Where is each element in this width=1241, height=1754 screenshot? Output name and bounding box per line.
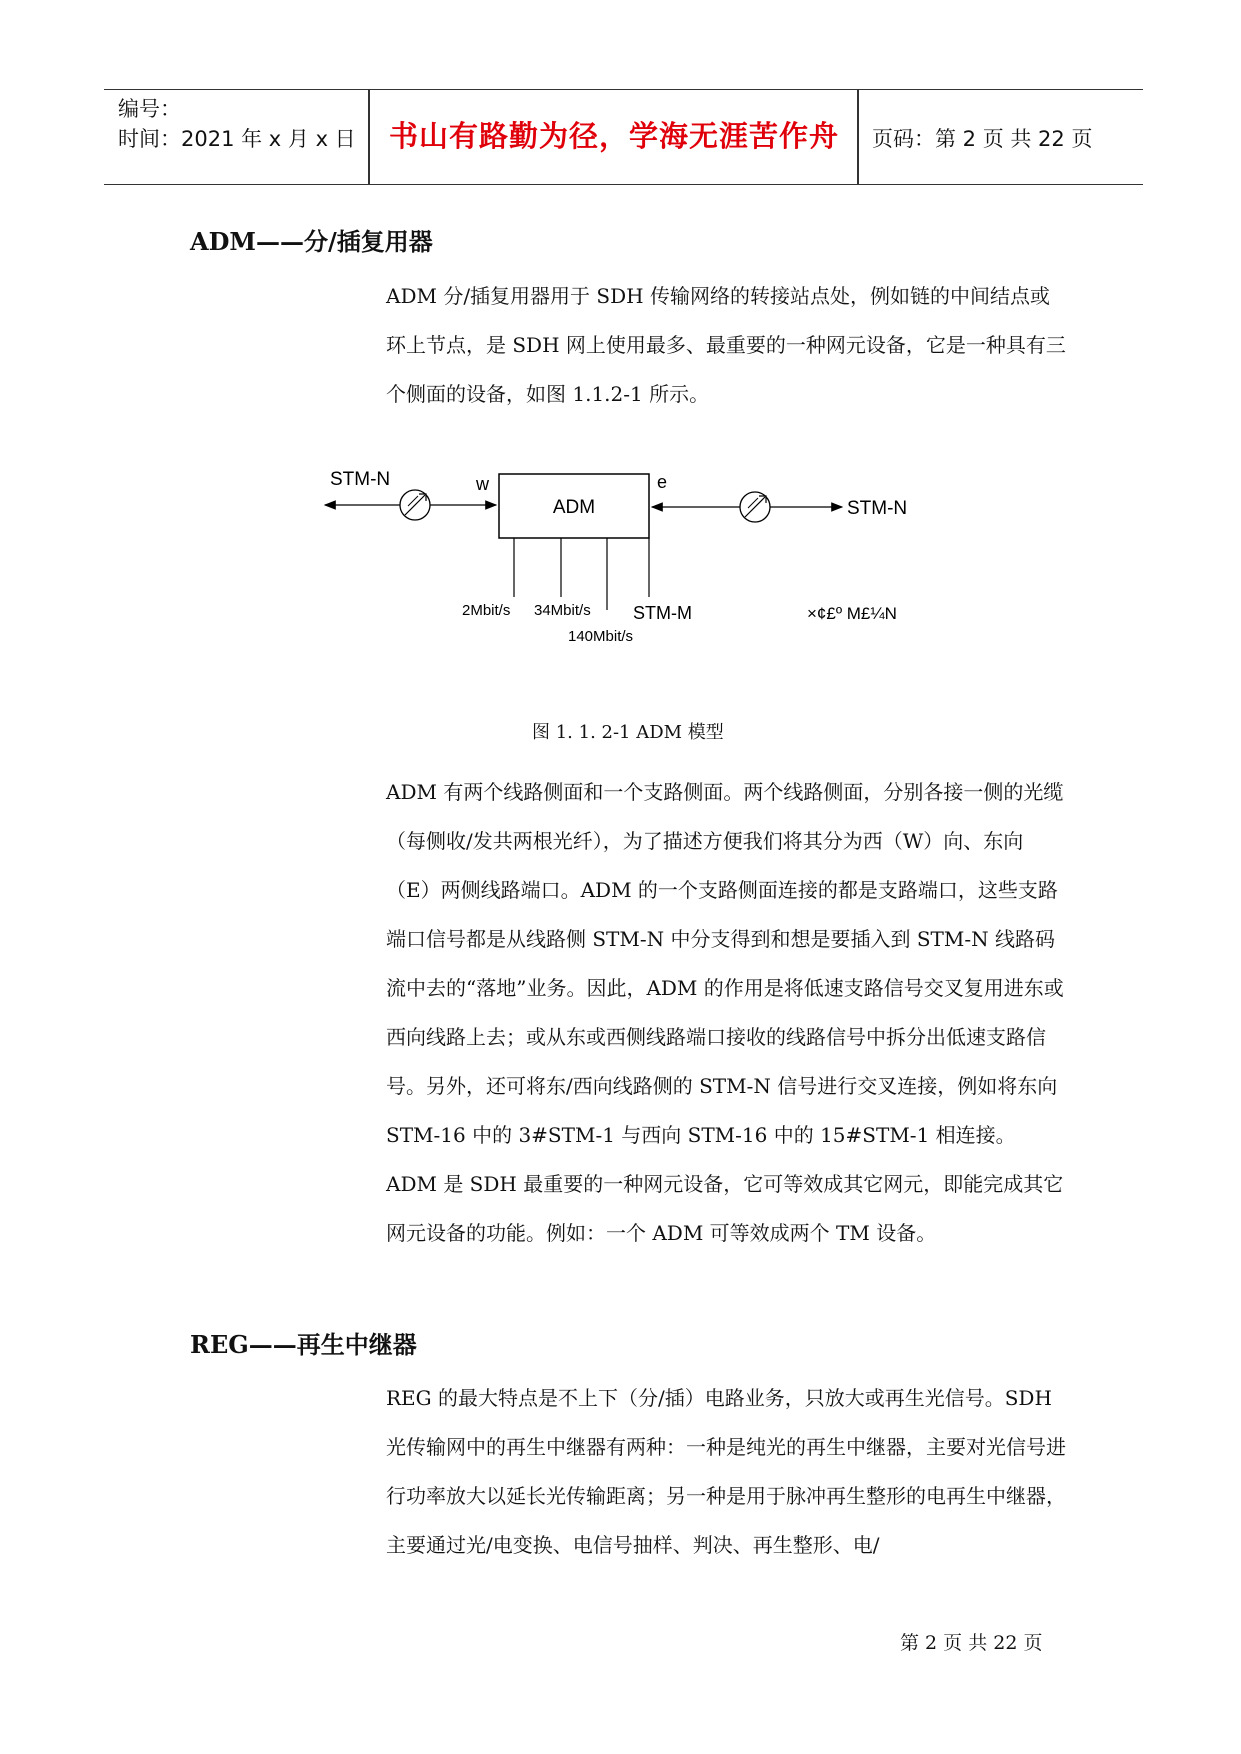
optical-fiber-icon (740, 492, 770, 522)
section-reg-body (386, 1374, 1066, 1570)
header-motto: 书山有路勤为径，学海无涯苦作舟 (388, 119, 839, 153)
figure-caption: 图 1. 1. 2-1 ADM 模型 (532, 722, 724, 743)
section-title-adm: ADM——分/插复用器 (190, 227, 433, 256)
adm-diagram (320, 462, 940, 662)
header-meta (118, 94, 366, 154)
adm-box-label: ADM (552, 497, 596, 518)
paragraph: ADM 分/插复用器用于 SDH 传输网络的转接站点处，例如链的中间结点或环上节点，是 SDH 网上使用最多、最重要的一种网元设备，它是一种具有三个侧面的设备，如图 1.1.2-1 所示。 (386, 284, 1066, 406)
west-label: w (476, 474, 489, 494)
paragraph: ADM 有两个线路侧面和一个支路侧面。两个线路侧面，分别各接一侧的光缆（每侧收/发共两根光纤），为了描述方便我们将其分为西（W）向、东向（E）两侧线路端口。ADM 的一个支路侧面连接的都是支路端口，这些支路端口信号都是从线路侧 STM-N 中分支得到和想是要插入到 STM-N 线路码流中去的“落地”业务。因此，ADM 的作用是将低速支路信号交叉复用进东或西向线路上去；或从东或西侧线路端口接收的线路信号中拆分出低速支路信号。另外，还可将东/西向线路侧的 STM-N 信号进行交叉连接，例如将东向 STM-16 中的 3#STM-1 与西向 STM-16 中的 15#STM-1 相连接。 (386, 780, 1064, 1147)
header-number-label: 编号： (118, 97, 181, 121)
page-footer: 第 2 页 共 22 页 (900, 1632, 1043, 1654)
left-stm-label: STM-N (330, 469, 391, 490)
paragraph: REG 的最大特点是不上下（分/插）电路业务，只放大或再生光信号。SDH 光传输网中的再生中继器有两种：一种是纯光的再生中继器，主要对光信号进行功率放大以延长光传输距离；另一种是用于脉冲再生整形的电再生中继器，主要通过光/电变换、电信号抽样、判决、再生整形、电/ (386, 1386, 1066, 1557)
figure-note: ×¢£º M£¼N (807, 604, 897, 623)
header-page-label: 页码：第 2 页 共 22 页 (872, 127, 1093, 151)
header-divider (368, 90, 370, 184)
tributary-label-140m: 140Mbit/s (568, 628, 634, 645)
right-stm-label: STM-N (847, 498, 908, 519)
header-divider (857, 90, 859, 184)
tributary-label-2m: 2Mbit/s (462, 602, 511, 619)
adm-model-figure (320, 462, 940, 662)
tributary-label-34m: 34Mbit/s (534, 602, 591, 619)
paragraph: ADM 是 SDH 最重要的一种网元设备，它可等效成其它网元，即能完成其它网元设备的功能。例如：一个 ADM 可等效成两个 TM 设备。 (386, 1172, 1064, 1245)
header-time-label: 时间：2021 年 x 月 x 日 (118, 127, 356, 151)
section-adm-body (386, 768, 1066, 1258)
section-adm-intro (386, 272, 1066, 419)
section-title-reg: REG——再生中继器 (190, 1330, 417, 1359)
optical-fiber-icon (400, 490, 430, 520)
tributary-label-stm-m: STM-M (633, 603, 692, 623)
east-label: e (657, 472, 668, 492)
page-header (104, 89, 1143, 185)
